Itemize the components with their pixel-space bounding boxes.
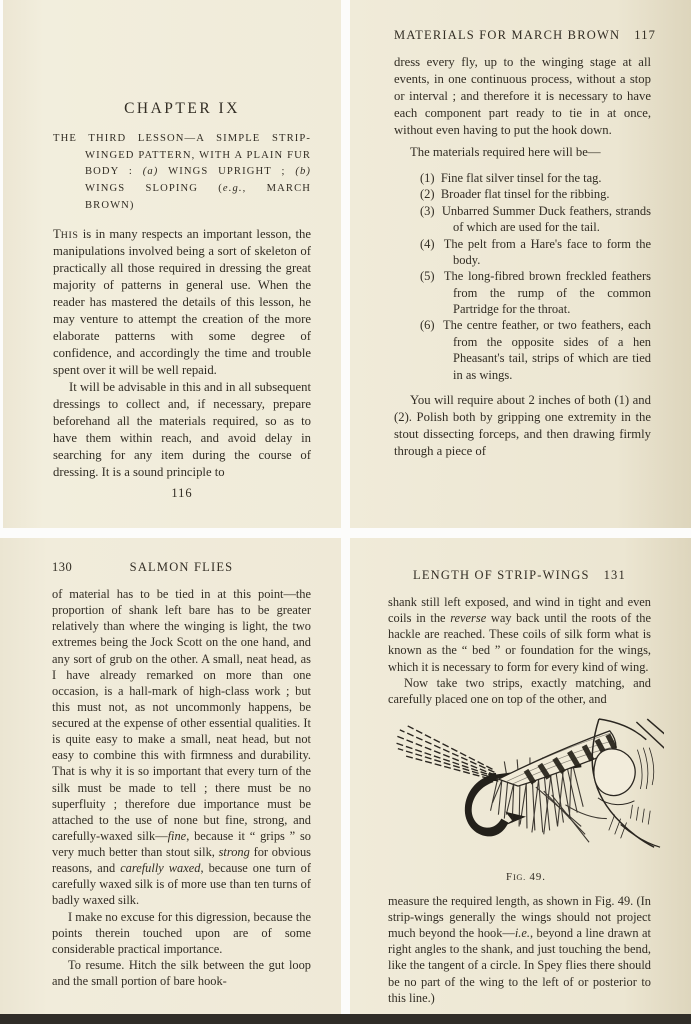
paragraph: shank still left exposed, and wind in tight and even coils in the reverse way back until the roots of the hackle are reached. These coils of silk form what is known as the “ bed ” or foundation for the wings, which it is necessary to form for every kind of wing. (388, 595, 651, 674)
list-item (394, 317, 651, 383)
paragraph: It will be advisable in this and in all subsequent dressings to collect and, if necessary, prepare beforehand all the materials required, so as to have them within reach, and avoid delay in searching for any item during the course of dressing. It is a sound principle to (53, 379, 311, 479)
paragraph: of material has to be tied in at this point—the proportion of shank left bare has to be greater relatively than where the winging is light, the two extremes being the Jock Scott on the one hand, and any sort of grub on the other. A small, neat head, as I have already remarked on more than one occasion, is a hall-mark of high-class work ; but this must not, as not uncommonly happens, be secured at the expense of other essential qualities. It is quite easy to make a small, neat head, but not easy to combine this with firmness and durability. That is why it is so important that every turn of the silk must be made to tell ; there must be no superfluity ; therefore due importance must be attached to the use of none but fine, strong, and carefully-waxed silk—fine, because it “ grips ” so very much better than stout silk, strong for obvious reasons, and carefully waxed, because one turn of carefully waxed silk is of more use than ten turns of badly waxed silk. (52, 587, 312, 908)
running-head (394, 28, 657, 43)
list-item-text: The pelt from a Hare's face to form the body. (443, 236, 651, 267)
page-131-content (350, 538, 691, 1014)
materials-list (394, 170, 651, 383)
list-item-number: (2) (420, 187, 435, 202)
list-item-number: (6) (420, 318, 435, 333)
page-number: 116 (171, 485, 193, 500)
page-number: 131 (603, 568, 626, 582)
running-head-title: MATERIALS FOR MARCH BROWN (394, 28, 621, 42)
list-item-number: (5) (420, 269, 435, 284)
chapter-subtitle: THE THIRD LESSON—A SIMPLE STRIP-WINGED PATTERN, WITH A PLAIN FUR BODY : (a) WINGS UPRIGHT ; (b) WINGS SLOPING (e.g., MARCH BROWN) (53, 133, 311, 211)
chapter-heading: CHAPTER IX (124, 100, 240, 117)
figure-caption: FIG. 49. (506, 870, 546, 883)
list-item-text: The long-fibred brown freckled feathers from the rump of the common Partridge for the throat. (443, 269, 652, 317)
list-item-number: (3) (420, 203, 435, 218)
running-head-title: SALMON FLIES (129, 560, 234, 574)
paragraph: You will require about 2 inches of both (1) and (2). Polish both by gripping one extremity in the stout dissecting forceps, and then drawing firmly through a piece of (394, 392, 651, 459)
list-item (394, 186, 651, 202)
page-117 (350, 0, 691, 528)
paragraph: To resume. Hitch the silk between the gut loop and the small portion of bare hook- (52, 957, 311, 988)
list-item-number: (1) (420, 171, 435, 186)
list-item-text: Unbarred Summer Duck feathers, strands of which are used for the tail. (441, 203, 651, 235)
list-item (394, 268, 651, 317)
running-head-title: LENGTH OF STRIP-WINGS (413, 568, 590, 582)
list-item (394, 170, 651, 186)
list-item-text: Fine flat silver tinsel for the tag. (440, 171, 602, 186)
fly-illustration (388, 716, 664, 864)
scanner-bed-strip (0, 1014, 691, 1024)
list-item (394, 203, 651, 236)
page-131 (350, 538, 691, 1014)
thumb-nail (594, 749, 635, 796)
page-number: 130 (52, 560, 73, 574)
paragraph: I make no excuse for this digression, because the points therein touched upon are of some considerable practical importance. (52, 909, 311, 956)
page-130-content (0, 538, 341, 1014)
paragraph: The materials required here will be— (410, 145, 601, 160)
page-number: 117 (634, 28, 657, 42)
paragraph: dress every fly, up to the winging stage at all events, in one continuous process, without a stop or interval ; and therefore it is necessary to have each component part ready to tie in at once, without even having to put the hook down. (394, 55, 651, 138)
list-item-number: (4) (420, 236, 435, 251)
list-item (394, 236, 651, 269)
page-116-content (3, 0, 341, 528)
figure-49 (388, 716, 664, 883)
paragraph: measure the required length, as shown in Fig. 49. (In strip-wings generally the wings should not project much beyond the hook—i.e., beyond a line drawn at right angles to the shank, and just touching the bend, like the tangent of a circle. In Spey flies there should be no part of the wing to the left of or posterior to this line.) (388, 893, 651, 1005)
page-116 (3, 0, 341, 528)
paragraph: Now take two strips, exactly matching, and carefully placed one on top of the other, and (388, 675, 651, 706)
running-head (388, 568, 651, 583)
paragraph: THIS is in many respects an important lesson, the manipulations involved being a sort of skeleton of practically all those required in dressing the great majority of patterns in general use. When the reader has mastered the details of this lesson, he may venture to attempt the creation of the more elaborate patterns with some degree of confidence, and accordingly the time and trouble spent over it will be well repaid. (53, 226, 311, 377)
page-130 (0, 538, 341, 1014)
tail-feather-strip (395, 726, 499, 781)
list-item-text: The centre feather, or two feathers, each from the opposite sides of a hen Pheasant's tail, strips of which are tied in as wings. (443, 318, 651, 382)
running-head (52, 560, 311, 575)
page-117-content (350, 0, 691, 528)
list-item-text: Broader flat tinsel for the ribbing. (440, 187, 610, 202)
